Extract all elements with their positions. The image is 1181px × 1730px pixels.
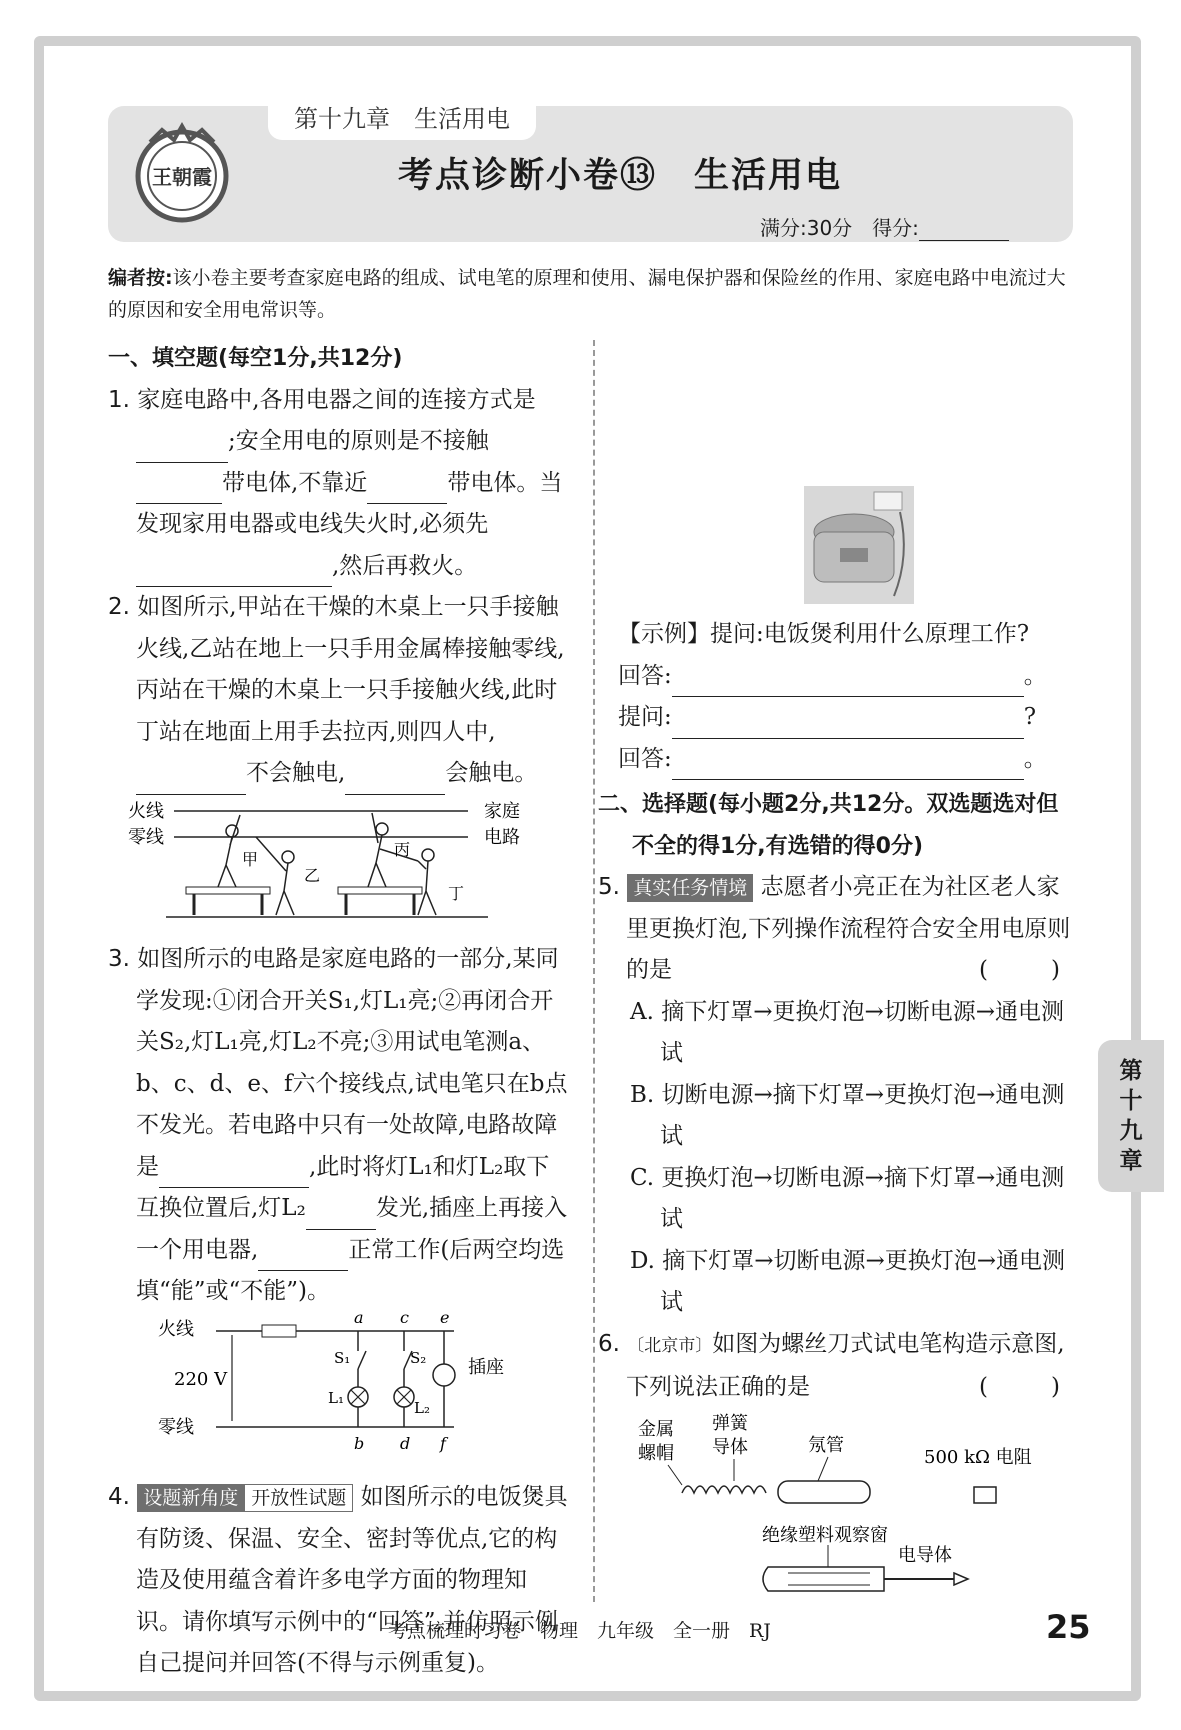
score-line (760, 212, 1009, 241)
q4-answer-end-2: 。 (1023, 745, 1047, 772)
q1-text-1: 家庭电路中,各用电器之间的连接方式是 (137, 386, 536, 413)
q3-blank-3[interactable] (258, 1242, 348, 1271)
question-2 (108, 587, 568, 795)
q4-question-blank[interactable] (672, 710, 1024, 739)
footer-text: 考点梳理时习卷 物理 九年级 全一册 RJ (388, 1620, 771, 1642)
q4-answer-end-1: 。 (1023, 662, 1047, 689)
q3-fuse (262, 1325, 296, 1337)
editor-note-label: 编者按: (108, 267, 173, 289)
q2-table-2 (338, 887, 422, 894)
q2-person-bing (368, 813, 418, 887)
score-blank[interactable] (919, 212, 1009, 241)
q4-example: 【示例】提问:电饭煲利用什么原理工作? (618, 621, 1030, 647)
q6-number: 6. (598, 1330, 620, 1357)
editor-note-text: 该小卷主要考查家庭电路的组成、试电笔的原理和使用、漏电保护器和保险丝的作用、家庭电路中电流过大的原因和安全用电常识等。 (108, 267, 1066, 321)
q3-point-c: c (400, 1312, 409, 1327)
q4-text-continuation-space (618, 338, 1080, 480)
q4-number: 4. (108, 1484, 130, 1510)
q6-window-label: 绝缘塑料观察窗 (762, 1524, 888, 1546)
q6-spring-label-1: 弹簧 (712, 1412, 748, 1434)
side-tab-char: 章 (1119, 1148, 1143, 1174)
side-tab-char: 十 (1119, 1088, 1143, 1114)
q6-pointer (668, 1465, 682, 1485)
q3-point-e: e (440, 1312, 450, 1327)
q5-number: 5. (598, 874, 620, 900)
q5-option-d[interactable]: D. 摘下灯罩→切断电源→更换灯泡→通电测试 (630, 1247, 1066, 1315)
q2-table-1 (186, 887, 270, 894)
question-4 (108, 1477, 568, 1685)
q6-pointer (818, 1457, 828, 1481)
q2-text-1: 如图所示,甲站在干燥的木桌上一只手接触火线,乙站在地上一只手用金属棒接触零线,丙站在干燥的木桌上一只手接触火线,此时丁站在地面上用手去拉丙,则四人中, (136, 594, 565, 745)
q2-bing-label: 丙 (394, 839, 411, 859)
q2-text-2: 不会触电, (246, 760, 346, 786)
q3-number: 3. (108, 946, 130, 972)
q2-figure (128, 795, 568, 925)
editor-note (108, 262, 1078, 326)
q6-screwdriver-tip (954, 1573, 968, 1585)
question-6 (598, 1324, 1080, 1409)
q3-l1-label: L₁ (328, 1388, 344, 1407)
q3-point-b: b (354, 1433, 365, 1453)
q1-blank-3[interactable] (367, 475, 447, 504)
q6-screwdriver-handle (763, 1567, 884, 1591)
q6-neon-label: 氖管 (808, 1434, 844, 1456)
q4-answer-line-1 (618, 656, 1080, 698)
q6-figure (638, 1409, 1078, 1599)
q2-person-ding (418, 849, 436, 915)
q3-text-4: 正常工作(后两空均选填“能”或“不能”)。 (136, 1236, 565, 1304)
side-tab-char: 第 (1119, 1058, 1143, 1084)
seal-text: 王朝霞 (152, 165, 212, 189)
page-number: 25 (1046, 1608, 1091, 1646)
q5-answer-paren[interactable]: ( ) (979, 957, 1080, 983)
q6-spring (682, 1486, 766, 1493)
q2-neutral-label: 零线 (128, 826, 164, 848)
q3-point-d: d (400, 1433, 411, 1453)
q3-s1-label: S₁ (334, 1348, 351, 1367)
score-label: 满分:30分 得分: (760, 216, 919, 240)
q3-gap-2 (400, 1351, 408, 1369)
question-1 (108, 380, 568, 588)
q6-text: 如图为螺丝刀式试电笔构造示意图,下列说法正确的是 (626, 1330, 1065, 1400)
q4-tag-new-angle: 设题新角度 (137, 1484, 244, 1512)
q5-option-c[interactable]: C. 更换灯泡→切断电源→摘下灯罩→通电测试 (630, 1164, 1065, 1232)
q2-yi-label: 乙 (304, 865, 321, 885)
q3-text-3: 发光,插座上再接入一个用电器, (136, 1195, 568, 1263)
q4-answer-blank-2[interactable] (672, 751, 1024, 780)
question-3 (108, 939, 568, 1313)
q3-socket-label: 插座 (468, 1356, 504, 1378)
q6-neon-tube (778, 1481, 870, 1503)
q4-tag-open: 开放性试题 (244, 1484, 353, 1512)
q2-blank-2[interactable] (345, 766, 445, 795)
q4-answer-label-2: 回答: (618, 745, 672, 772)
q4-question-label: 提问: (618, 704, 672, 730)
chapter-side-tab (1098, 1040, 1164, 1192)
q6-answer-paren[interactable]: ( ) (979, 1374, 1080, 1400)
q4-question-end: ? (1023, 704, 1037, 730)
q3-point-f: f (440, 1433, 446, 1453)
q1-blank-2[interactable] (136, 475, 222, 504)
q5-text: 志愿者小亮正在为社区老人家里更换灯泡,下列操作流程符合安全用电原则的是 (626, 874, 1071, 983)
q3-live-label: 火线 (158, 1318, 194, 1340)
question-5 (598, 867, 1080, 992)
q3-blank-1[interactable] (159, 1159, 309, 1188)
side-tab-char: 九 (1119, 1118, 1143, 1144)
q2-home-label-1: 家庭 (484, 800, 520, 822)
q1-text-2: ;安全用电的原则是不接触 (228, 428, 489, 454)
q3-figure (158, 1313, 598, 1463)
q1-text-4: 带电体。当发现家用电器或电线失火时,必须先 (136, 469, 563, 537)
q1-text-3: 带电体,不靠近 (222, 469, 368, 496)
q2-text-3: 会触电。 (445, 760, 538, 786)
q1-number: 1. (108, 386, 130, 413)
chapter-label: 第十九章 生活用电 (268, 98, 536, 140)
q6-source-tag: 〔北京市〕 (627, 1335, 713, 1356)
left-column (108, 338, 568, 1685)
q4-text: 如图所示的电饭煲具有防烫、保温、安全、密封等优点,它的构造及使用蕴含着许多电学方面的物理知识。请你填写示例中的“回答”,并仿照示例自己提问并回答(不得与示例重复)。 (136, 1484, 568, 1676)
right-column (598, 338, 1080, 1599)
publisher-seal (130, 120, 234, 224)
q6-cap-label-1: 金属 (638, 1418, 674, 1440)
q2-ding-label: 丁 (448, 883, 465, 903)
q4-rice-cooker-photo (804, 486, 914, 604)
q3-s2-label: S₂ (410, 1348, 427, 1367)
q2-jia-label: 甲 (242, 849, 259, 869)
q3-text-1: 如图所示的电路是家庭电路的一部分,某同学发现:①闭合开关S₁,灯L₁亮;②再闭合开关S₂,灯L₁亮,灯L₂不亮;③用试电笔测a、b、c、d、e、f六个接线点,试电笔只在b点不发光。若电路中只有一处故障,电路故障是 (136, 946, 568, 1180)
q1-text-5: ,然后再救火。 (332, 552, 478, 579)
q5-tag: 真实任务情境 (627, 874, 753, 902)
q4-answer-line-2 (618, 739, 1080, 781)
q3-l2-label: L₂ (414, 1398, 430, 1417)
q2-person-jia (218, 815, 240, 887)
page-title: 考点诊断小卷⑬ 生活用电 (397, 156, 842, 196)
q3-socket-icon (433, 1364, 455, 1386)
q3-voltage-label: 220 V (174, 1368, 228, 1390)
q3-point-a: a (354, 1312, 364, 1327)
q3-blank-2[interactable] (306, 1201, 376, 1230)
q5-option-a[interactable]: A. 摘下灯罩→更换灯泡→切断电源→通电测试 (630, 998, 1065, 1066)
q2-home-label-2: 电路 (484, 826, 520, 848)
q6-spring-label-2: 导体 (712, 1436, 748, 1458)
q1-blank-1[interactable] (136, 434, 228, 463)
q2-live-label: 火线 (128, 800, 164, 822)
q6-resistor (974, 1487, 996, 1503)
q2-blank-1[interactable] (136, 766, 246, 795)
q2-number: 2. (108, 594, 130, 620)
q3-text-2: ,此时将灯L₁和灯L₂取下互换位置后,灯L₂ (136, 1153, 550, 1221)
q4-answer-label-1: 回答: (618, 662, 672, 689)
q5-option-b[interactable]: B. 切断电源→摘下灯罩→更换灯泡→通电测试 (630, 1081, 1065, 1149)
q6-cap-label-2: 螺帽 (638, 1442, 674, 1464)
section1-heading: 一、填空题(每空1分,共12分) (108, 346, 403, 371)
q1-blank-4[interactable] (136, 558, 332, 587)
q3-gap-1 (354, 1351, 362, 1369)
q4-answer-blank-1[interactable] (672, 668, 1024, 697)
q3-neutral-label: 零线 (158, 1416, 194, 1438)
q4-question-line (618, 697, 1080, 739)
q6-resistor-label: 500 kΩ 电阻 (924, 1446, 1032, 1468)
section2-heading: 二、选择题(每小题2分,共12分。双选题选对但不全的得1分,有选错的得0分) (598, 792, 1059, 859)
q6-conductor-label: 电导体 (898, 1544, 952, 1566)
